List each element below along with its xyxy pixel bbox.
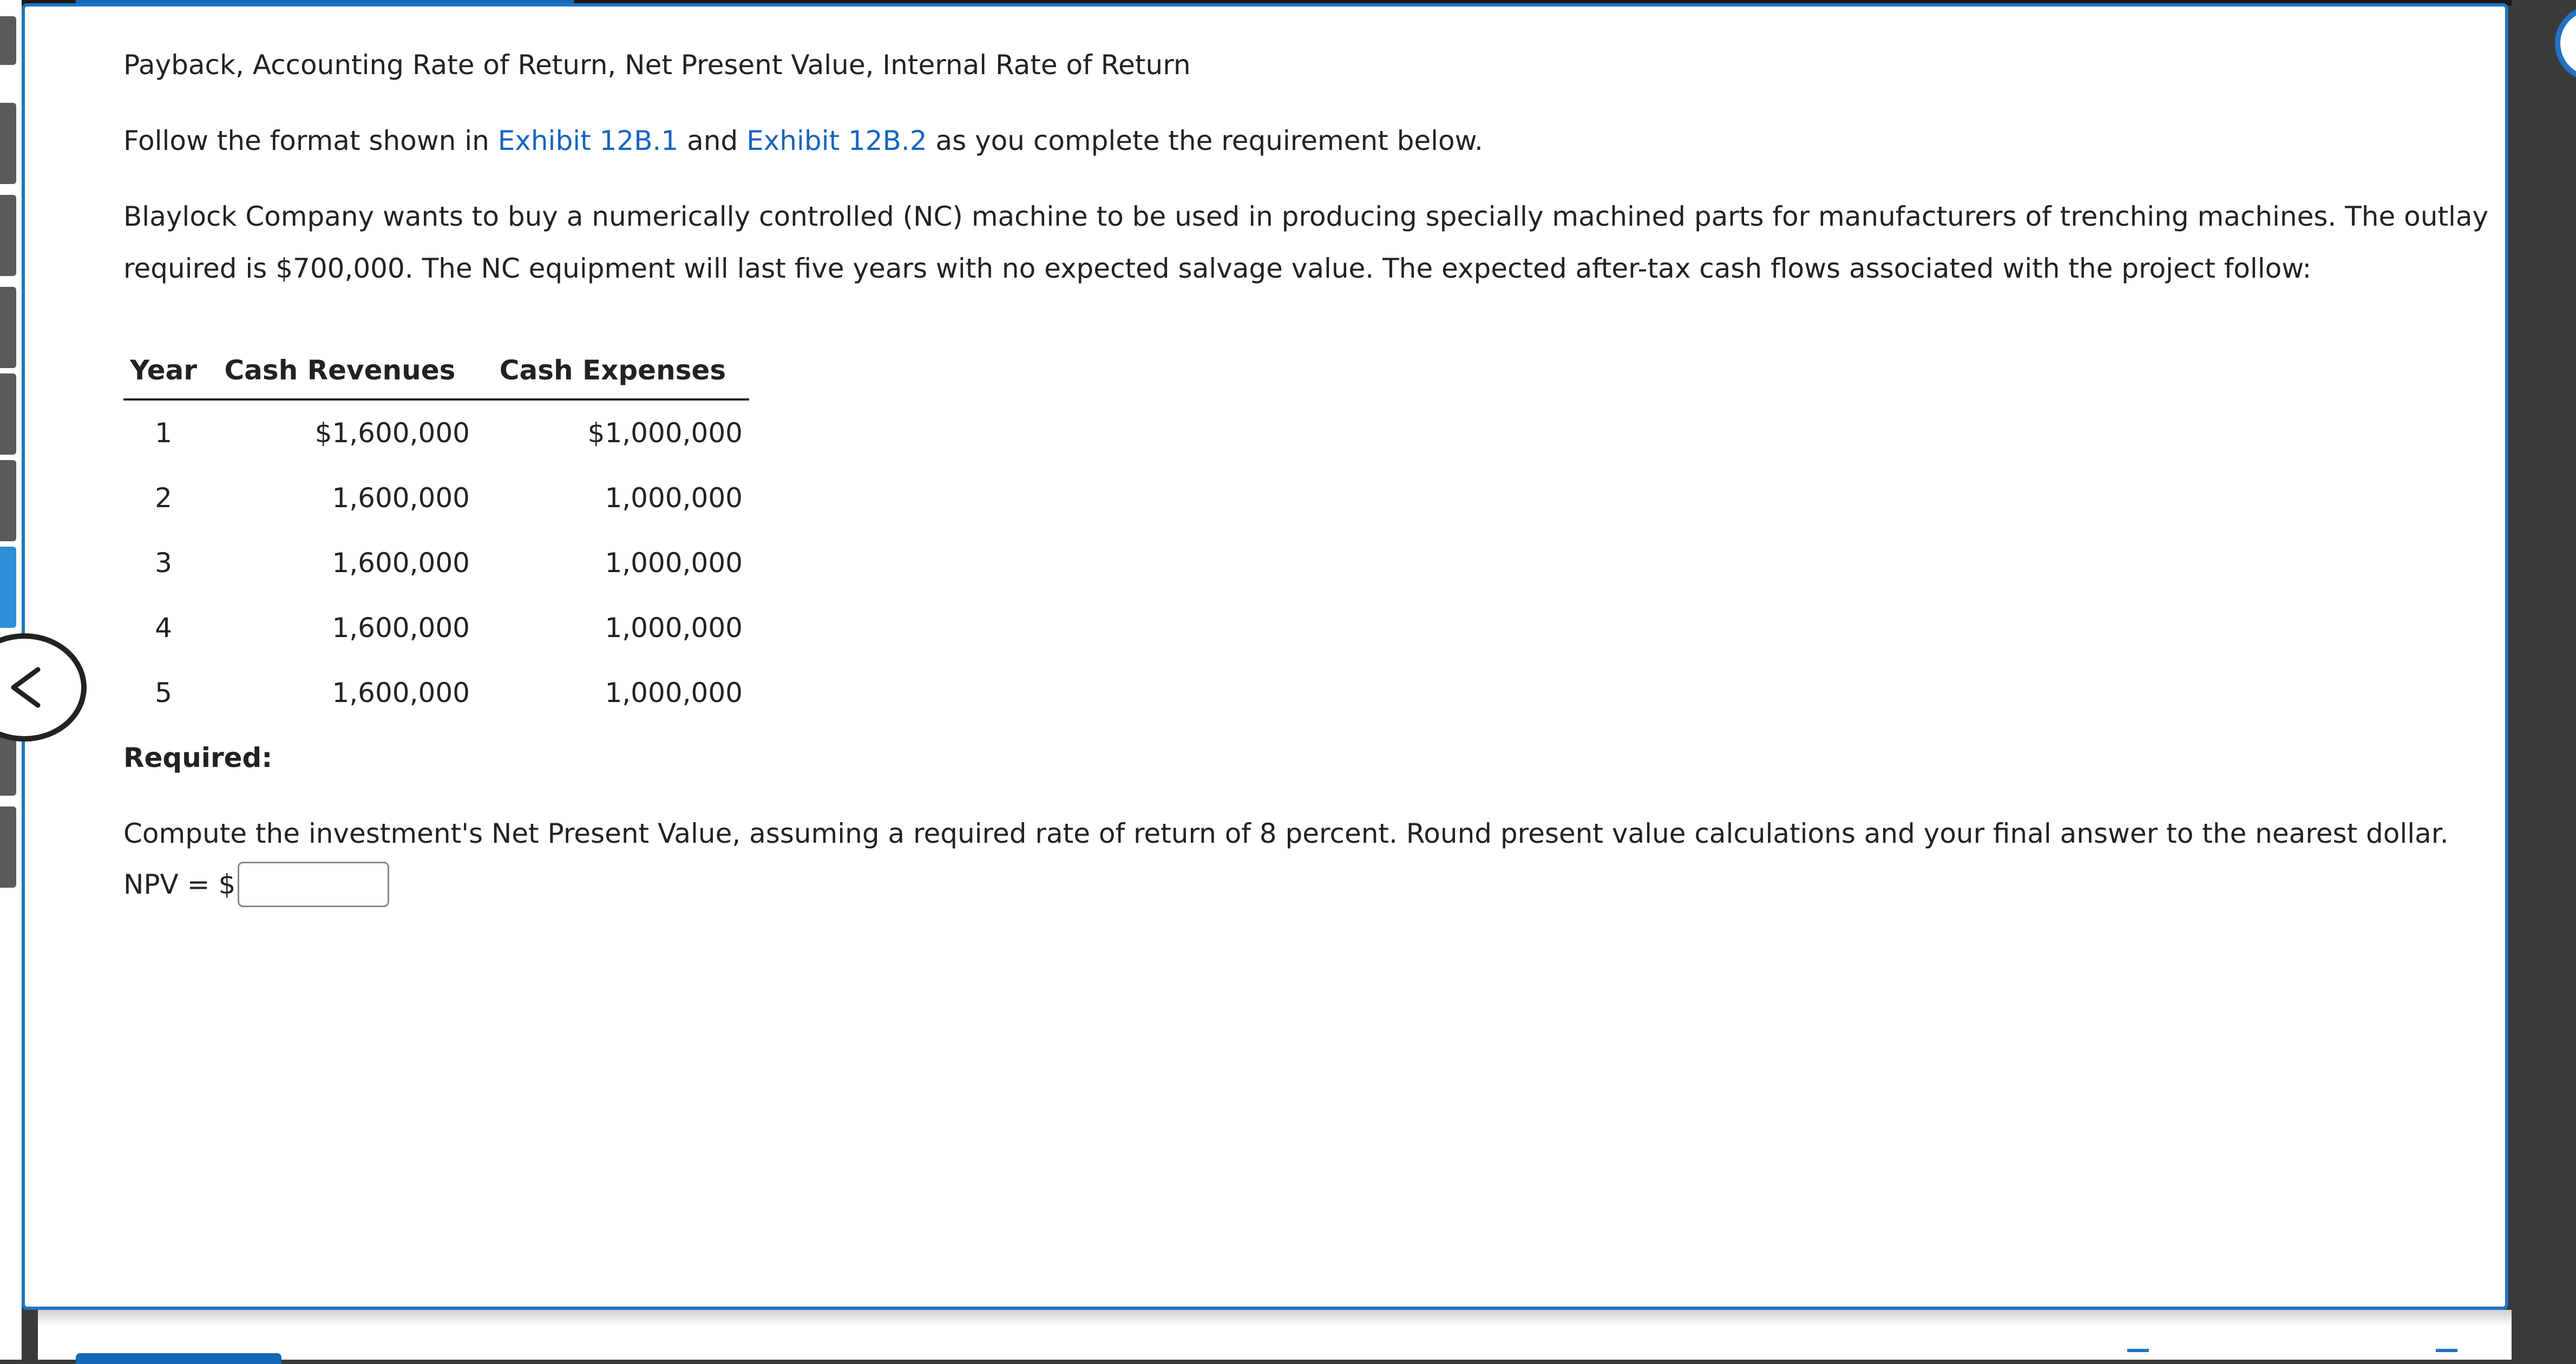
cell-revenue: 1,600,000 (332, 612, 470, 644)
cell-year: 1 (155, 417, 172, 449)
side-tab[interactable] (0, 806, 16, 888)
chevron-left-icon (0, 663, 49, 712)
table-row (123, 595, 749, 660)
side-tab[interactable] (0, 103, 16, 184)
header-cash-revenues: Cash Revenues (204, 342, 476, 399)
cell-revenue: 1,600,000 (332, 482, 470, 514)
side-tab[interactable] (0, 195, 16, 276)
cell-expense: $1,000,000 (587, 417, 743, 449)
cell-revenue: 1,600,000 (332, 677, 470, 709)
next-arrow-icon[interactable] (2436, 1349, 2457, 1363)
table-row (123, 660, 749, 725)
page-title: Payback, Accounting Rate of Return, Net Present Value, Internal Rate of Return (123, 49, 1191, 81)
cell-year: 4 (155, 612, 172, 644)
npv-answer-row (123, 858, 389, 910)
exhibit-12b1-link[interactable]: Exhibit 12B.1 (497, 125, 679, 156)
prev-arrow-icon[interactable] (2127, 1349, 2149, 1363)
instruction-middle: and (678, 125, 747, 156)
cell-expense: 1,000,000 (605, 547, 743, 579)
right-edge-button[interactable] (2555, 5, 2576, 81)
exhibit-12b2-link[interactable]: Exhibit 12B.2 (746, 125, 927, 156)
cell-expense: 1,000,000 (605, 482, 743, 514)
cell-revenue: $1,600,000 (314, 417, 470, 449)
side-tab[interactable] (0, 16, 16, 65)
table-header-row (123, 342, 749, 399)
instruction-prefix: Follow the format shown in (123, 125, 498, 156)
table-row (123, 465, 749, 530)
cell-year: 5 (155, 677, 172, 709)
instruction-text (123, 115, 1483, 167)
side-tab[interactable] (0, 287, 16, 368)
table-row (123, 530, 749, 595)
bottom-left-button[interactable] (76, 1353, 281, 1364)
cell-year: 2 (155, 482, 172, 514)
npv-input[interactable] (238, 862, 389, 907)
cash-flow-table (123, 342, 749, 725)
compute-instruction: Compute the investment's Net Present Value, assuming a required rate of return of 8 percent. Round present value calculations and your final answer to the nearest dollar. (123, 818, 2449, 849)
side-tab[interactable] (0, 373, 16, 455)
cell-expense: 1,000,000 (605, 677, 743, 709)
cell-expense: 1,000,000 (605, 612, 743, 644)
side-tab-active[interactable] (0, 547, 16, 628)
header-year: Year (123, 342, 204, 399)
instruction-suffix: as you complete the requirement below. (927, 125, 1483, 156)
required-heading: Required: (123, 742, 273, 773)
cell-year: 3 (155, 547, 172, 579)
table-row (123, 399, 749, 465)
question-panel (22, 3, 2508, 1310)
header-cash-expenses: Cash Expenses (476, 342, 749, 399)
problem-text: Blaylock Company wants to buy a numerically controlled (NC) machine to be used in producing specially machined parts for manufacturers of trenching machines. The outlay required is $700,000. The NC equipment will last five years with no expected salvage value. The expected after-tax cash flows associated with the project follow: (123, 201, 2489, 284)
npv-label: NPV = $ (123, 869, 236, 900)
cell-revenue: 1,600,000 (332, 547, 470, 579)
side-tab[interactable] (0, 460, 16, 541)
